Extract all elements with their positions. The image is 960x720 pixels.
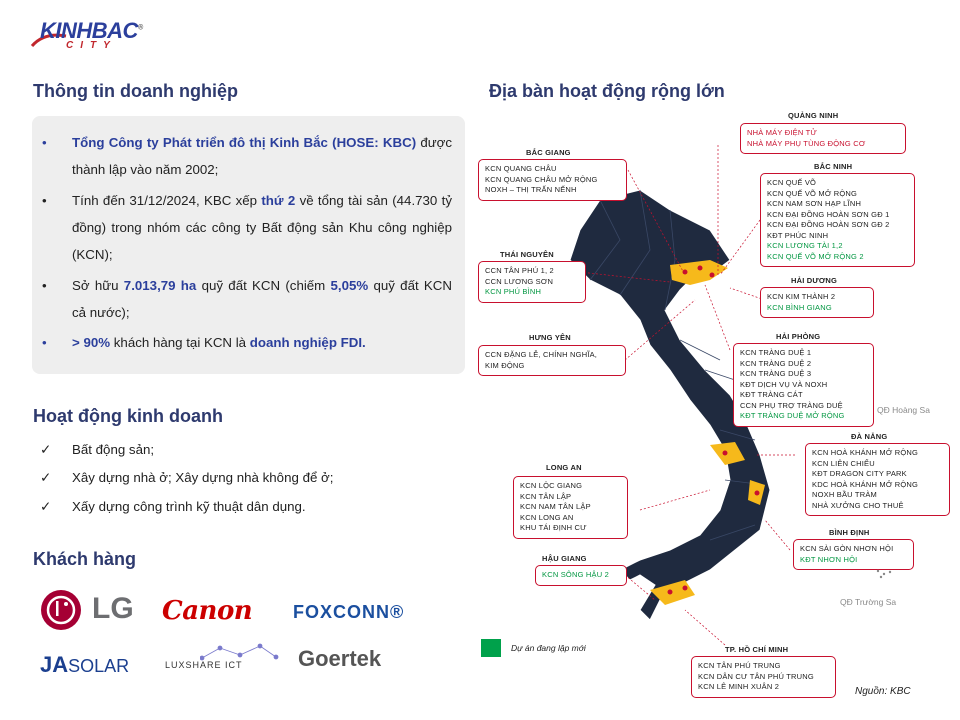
luxshare-logo: LUXSHARE ICT bbox=[165, 660, 243, 670]
company-logo: KINHBAC® bbox=[40, 18, 143, 43]
region-box-thai-nguyen: CCN TÂN PHÚ 1, 2 CCN LƯƠNG SƠN KCN PHÚ BÌNH bbox=[478, 261, 586, 303]
region-label-quang-ninh: QUẢNG NINH bbox=[788, 111, 839, 120]
foxconn-logo: FOXCONN® bbox=[293, 602, 405, 622]
bullet-dot-icon: • bbox=[42, 135, 47, 150]
region-box-bac-ninh: KCN QUẾ VÕ KCN QUẾ VÕ MỞ RỘNG KCN NAM SƠN HẠP LĨNH KCN ĐẠI ĐỒNG HOÀN SƠN GĐ 1 KCN ĐẠI ĐỒNG HOÀN SƠN GĐ 2 KĐT PHÚC NINH KCN LƯƠNG TÀI 1,2 KCN QUẾ VÕ MỞ RỘNG 2 bbox=[760, 173, 915, 267]
region-label-hai-phong: HẢI PHÒNG bbox=[776, 332, 821, 341]
info-bullet-3: • Sở hữu 7.013,79 ha quỹ đất KCN (chiếm 5,05% quỹ đất KCN cả nước); bbox=[42, 272, 452, 326]
region-label-binh-dinh: BÌNH ĐỊNH bbox=[829, 528, 870, 537]
region-label-hai-duong: HẢI DƯƠNG bbox=[791, 276, 838, 285]
region-box-bac-giang: KCN QUANG CHÂU KCN QUANG CHÂU MỞ RỘNG NOXH – THỊ TRẤN NẾNH bbox=[478, 159, 627, 201]
region-box-hung-yen: CCN ĐẶNG LỄ, CHÍNH NGHĨA, KIM ĐỘNG bbox=[478, 345, 626, 376]
truong-sa-islands-icon bbox=[875, 568, 895, 580]
region-box-hai-phong: KCN TRÀNG DUỆ 1 KCN TRÀNG DUỆ 2 KCN TRÀNG DUỆ 3 KĐT DỊCH VỤ VÀ NOXH KĐT TRÀNG CÁT CCN PHỤ TRỢ TRÀNG DUỆ KĐT TRÀNG DUỆ MỞ RỘNG bbox=[733, 343, 874, 427]
bullet-dot-icon: • bbox=[42, 193, 47, 208]
jasolar-logo: JASOLAR bbox=[40, 652, 130, 677]
region-box-hcm: KCN TÂN PHÚ TRUNG KCN DÂN CƯ TÂN PHÚ TRUNG KCN LÊ MINH XUÂN 2 bbox=[691, 656, 836, 698]
region-label-hcm: TP. HỒ CHÍ MINH bbox=[725, 645, 789, 654]
goertek-logo: Goertek bbox=[298, 646, 382, 671]
bullet-dot-icon: • bbox=[42, 278, 47, 293]
region-label-hau-giang: HẬU GIANG bbox=[542, 554, 587, 563]
info-bullet-4: • > 90% khách hàng tại KCN là doanh nghiệp FDI. bbox=[42, 329, 452, 356]
checkmark-icon: ✓ bbox=[40, 470, 52, 485]
lg-logo-text: LG bbox=[92, 592, 134, 625]
checkmark-icon: ✓ bbox=[40, 499, 52, 514]
map-title: Địa bàn hoạt động rộng lớn bbox=[489, 81, 725, 101]
info-bullet-2: • Tính đến 31/12/2024, KBC xếp thứ 2 về tổng tài sản (44.730 tỷ đồng) trong nhóm các công ty Bất động sản Khu công nghiệp (KCN); bbox=[42, 187, 452, 268]
source-note: Nguồn: KBC bbox=[855, 686, 911, 697]
region-box-binh-dinh: KCN SÀI GÒN NHƠN HỘI KĐT NHƠN HỘI bbox=[793, 539, 914, 570]
legend-green-square bbox=[481, 639, 501, 657]
business-item-1: ✓ Bất động sản; bbox=[40, 442, 155, 457]
company-logo-sub: CITY bbox=[66, 40, 117, 51]
checkmark-icon: ✓ bbox=[40, 442, 52, 457]
business-item-2: ✓ Xây dựng nhà ở; Xây dựng nhà không để ở; bbox=[40, 470, 334, 485]
region-label-da-nang: ĐÀ NẴNG bbox=[851, 432, 888, 441]
legend-text: Dự án đang lập mới bbox=[511, 643, 586, 653]
company-info-title: Thông tin doanh nghiệp bbox=[33, 81, 238, 101]
business-item-3: ✓ Xấy dựng công trình kỹ thuật dân dụng. bbox=[40, 499, 306, 514]
region-box-quang-ninh: NHÀ MÁY ĐIỆN TỬ NHÀ MÁY PHỤ TÙNG ĐỘNG CƠ bbox=[740, 123, 906, 154]
clients-title: Khách hàng bbox=[33, 549, 137, 569]
region-box-hau-giang: KCN SÔNG HẬU 2 bbox=[535, 565, 627, 586]
sea-label-hoang-sa: QĐ Hoàng Sa bbox=[877, 405, 930, 415]
bullet-dot-icon: • bbox=[42, 335, 47, 350]
region-label-bac-giang: BẮC GIANG bbox=[526, 148, 571, 157]
region-box-hai-duong: KCN KIM THÀNH 2 KCN BÌNH GIANG bbox=[760, 287, 874, 318]
region-label-long-an: LONG AN bbox=[546, 463, 582, 472]
region-label-hung-yen: HƯNG YÊN bbox=[529, 333, 571, 342]
canon-logo: Canon bbox=[162, 596, 253, 626]
lg-logo-icon bbox=[41, 590, 81, 630]
region-box-da-nang: KCN HOÀ KHÁNH MỞ RỘNG KCN LIÊN CHIỂU KĐT DRAGON CITY PARK KDC HOÀ KHÁNH MỞ RỘNG NOXH BẦU TRÀM NHÀ XƯỞNG CHO THUÊ bbox=[805, 443, 950, 516]
region-label-bac-ninh: BẮC NINH bbox=[814, 162, 853, 171]
region-label-thai-nguyen: THÁI NGUYÊN bbox=[500, 250, 554, 259]
business-title: Hoạt động kinh doanh bbox=[33, 406, 223, 426]
region-box-long-an: KCN LỘC GIANG KCN TÂN LẬP KCN NAM TÂN LẬP KCN LONG AN KHU TÁI ĐỊNH CƯ bbox=[513, 476, 628, 539]
info-bullet-1: • Tổng Công ty Phát triển đô thị Kinh Bắc (HOSE: KBC) được thành lập vào năm 2002; bbox=[42, 129, 452, 183]
sea-label-truong-sa: QĐ Trường Sa bbox=[840, 597, 897, 607]
